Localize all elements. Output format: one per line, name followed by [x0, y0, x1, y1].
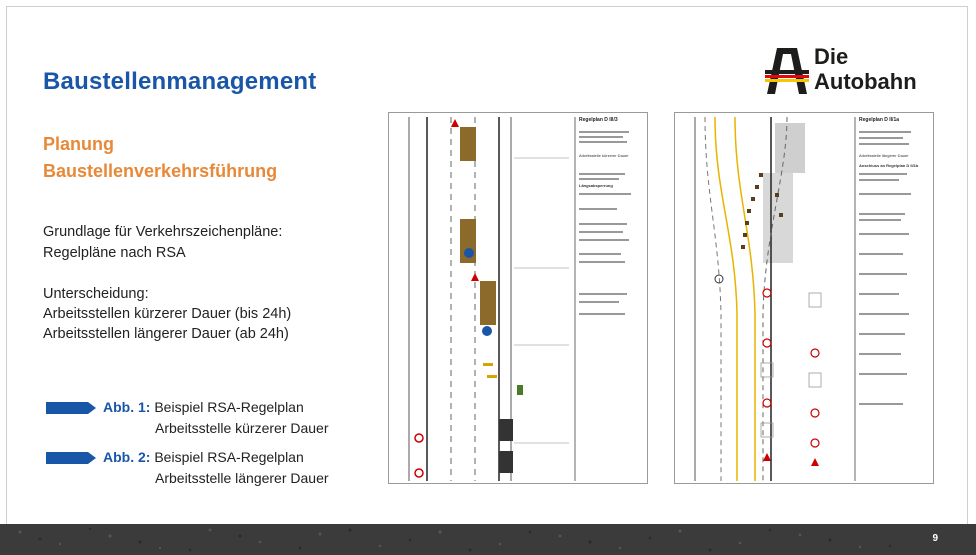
abb2-caption: [103, 447, 329, 489]
subtitle-planung: Planung: [43, 134, 114, 154]
plan1-section: Längsabsperrung: [579, 183, 613, 188]
abb2-label: Abb. 2:: [103, 449, 151, 465]
abb2-line1: Beispiel RSA-Regelplan: [154, 449, 304, 465]
abb2-line2: Arbeitsstelle längerer Dauer: [155, 470, 329, 486]
abb1-line2: Arbeitsstelle kürzerer Dauer: [155, 420, 329, 436]
logo-wordmark: [814, 44, 917, 94]
plan1-header: Regelplan D III/3: [579, 117, 618, 123]
abb1-caption: [103, 397, 329, 439]
arrow-icon: [46, 451, 96, 465]
paragraph-unterscheidung-line3: Arbeitsstellen längerer Dauer (ab 24h): [43, 326, 289, 342]
plan2-section: Anschluss an Regelplan D II/1b: [859, 163, 919, 168]
plan2-desc: Arbeitsstelle längerer Dauer: [859, 153, 909, 158]
footer-asphalt-band: [0, 524, 976, 555]
abb1-line1: Beispiel RSA-Regelplan: [154, 399, 304, 415]
abb1-label: Abb. 1:: [103, 399, 151, 415]
regelplan-figure-1: [388, 112, 648, 484]
asphalt-texture: [0, 524, 976, 555]
logo-line2: Autobahn: [814, 69, 917, 94]
paragraph-unterscheidung-line1: Unterscheidung:: [43, 286, 149, 302]
subtitle-verkehrsfuehrung: Baustellenverkehrsführung: [43, 161, 278, 181]
paragraph-unterscheidung-line2: Arbeitsstellen kürzerer Dauer (bis 24h): [43, 306, 292, 322]
arrow-icon: [46, 401, 96, 415]
slide-title: Baustellenmanagement: [43, 68, 317, 95]
page-number: 9: [932, 533, 938, 544]
paragraph-grundlage-line1: Grundlage für Verkehrszeichenpläne:: [43, 224, 283, 240]
plan2-header: Regelplan D II/1a: [859, 117, 900, 123]
regelplan-2-drawing: [675, 113, 933, 483]
plan1-desc: Arbeitsstelle kürzerer Dauer: [579, 153, 629, 158]
paragraph-grundlage-line2: Regelpläne nach RSA: [43, 245, 186, 261]
regelplan-1-drawing: [389, 113, 647, 483]
logo-line1: Die: [814, 44, 849, 69]
regelplan-figure-2: [674, 112, 934, 484]
